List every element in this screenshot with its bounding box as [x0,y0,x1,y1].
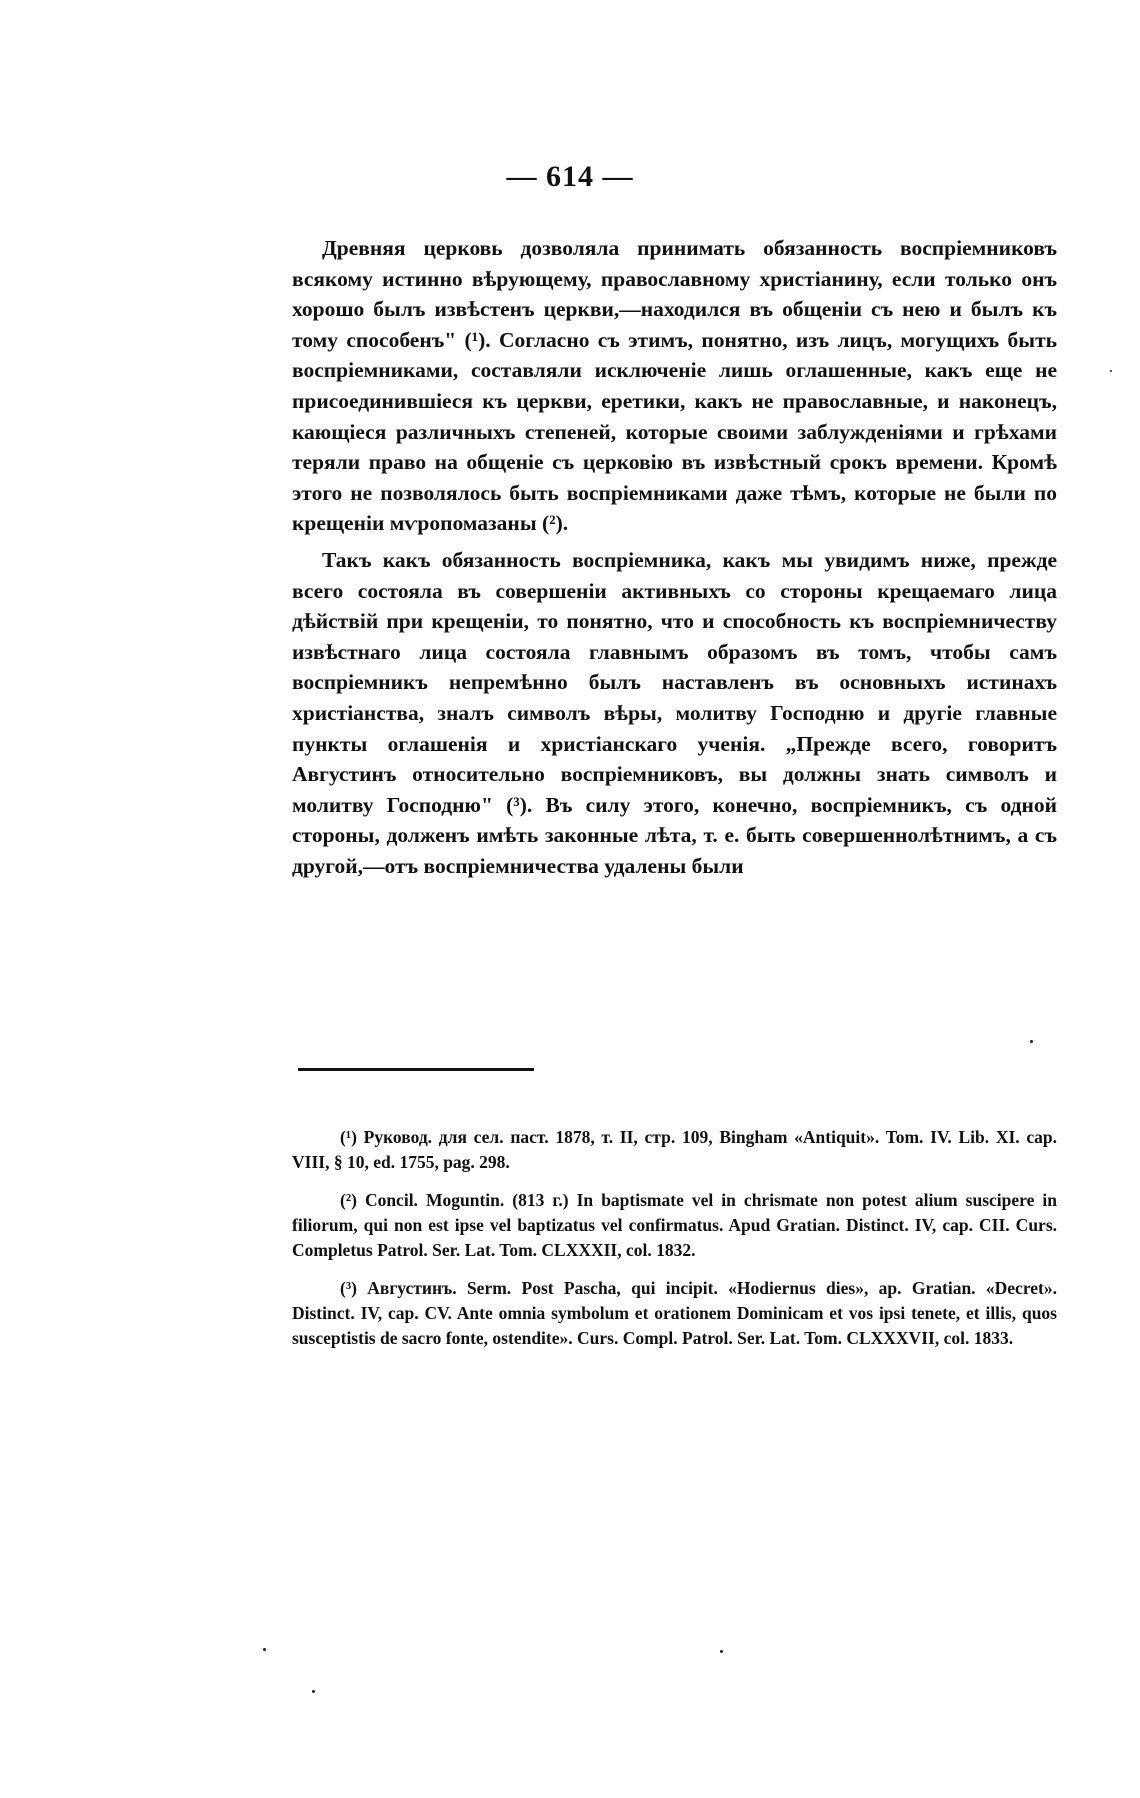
scan-speck [1030,1040,1033,1043]
footnote: (²) Concil. Moguntin. (813 г.) In baptismate vel in chrismate non potest alium suscipere in filiorum, qui non est ipse vel baptizatus vel confirmatus. Apud Gratian. Distinct. IV, cap. CII. Curs. Completus Patrol. Ser. Lat. Tom. CLXXXII, col. 1832. [292,1190,1057,1260]
paragraph: Древняя церковь дозволяла принимать обязанность воспріемниковъ всякому истинно вѣрующему, православному христіанину, если только онъ хорошо былъ извѣстенъ церкви,—находился въ общеніи съ нею и былъ къ тому способенъ" (¹). Согласно съ этимъ, понятно, изъ лицъ, могущихъ быть воспріемниками, составляли исключеніе лишь оглашенные, какъ еще не присоединившіеся къ церкви, еретики, какъ не православные, и наконецъ, кающіеся различныхъ степеней, которые своими заблужденіями и грѣхами теряли право на общеніе съ церковію въ извѣстный срокъ времени. Кромѣ этого не позволялось быть воспріемниками даже тѣмъ, которые не были по крещеніи мѵропомазаны (²). [292,236,1057,536]
scan-speck [312,1690,315,1693]
main-text [292,233,1057,887]
scan-speck [263,1648,266,1651]
scan-speck [1110,370,1112,372]
footnotes [292,1125,1057,1364]
page-number: — 614 — [506,160,634,193]
scan-speck [720,1650,723,1653]
footnote: (³) Августинъ. Serm. Post Pascha, qui incipit. «Hodiernus dies», ap. Gratian. «Decret». Distinct. IV, cap. CV. Ante omnia symbolum et orationem Dominicam et vos ipsi tenete, et illis, quos susceptistis de sacro fonte, ostendite». Curs. Compl. Patrol. Ser. Lat. Tom. CLXXXVII, col. 1833. [292,1278,1057,1348]
footnote: (¹) Руковод. для сел. паст. 1878, т. II, стр. 109, Bingham «Antiquit». Tom. IV. Lib. XI. cap. VIII, § 10, ed. 1755, pag. 298. [292,1127,1057,1172]
footnote-separator [298,1068,534,1071]
paragraph: Такъ какъ обязанность воспріемника, какъ мы увидимъ ниже, прежде всего состояла въ совершеніи активныхъ со стороны крещаемаго лица дѣйствій при крещеніи, то понятно, что и способность къ воспріемничеству извѣстнаго лица состояла главнымъ образомъ въ томъ, чтобы самъ воспріемникъ непремѣнно былъ наставленъ въ основныхъ истинахъ христіанства, зналъ символъ вѣры, молитву Господню и другіе главные пункты оглашенія и христіанскаго ученія. „Прежде всего, говоритъ Августинъ относительно воспріемниковъ, вы должны знать символъ и молитву Господню" (³). Въ силу этого, конечно, воспріемникъ, съ одной стороны, долженъ имѣть законные лѣта, т. е. быть совершеннолѣтнимъ, а съ другой,—отъ воспріемничества удалены были [292,547,1057,878]
